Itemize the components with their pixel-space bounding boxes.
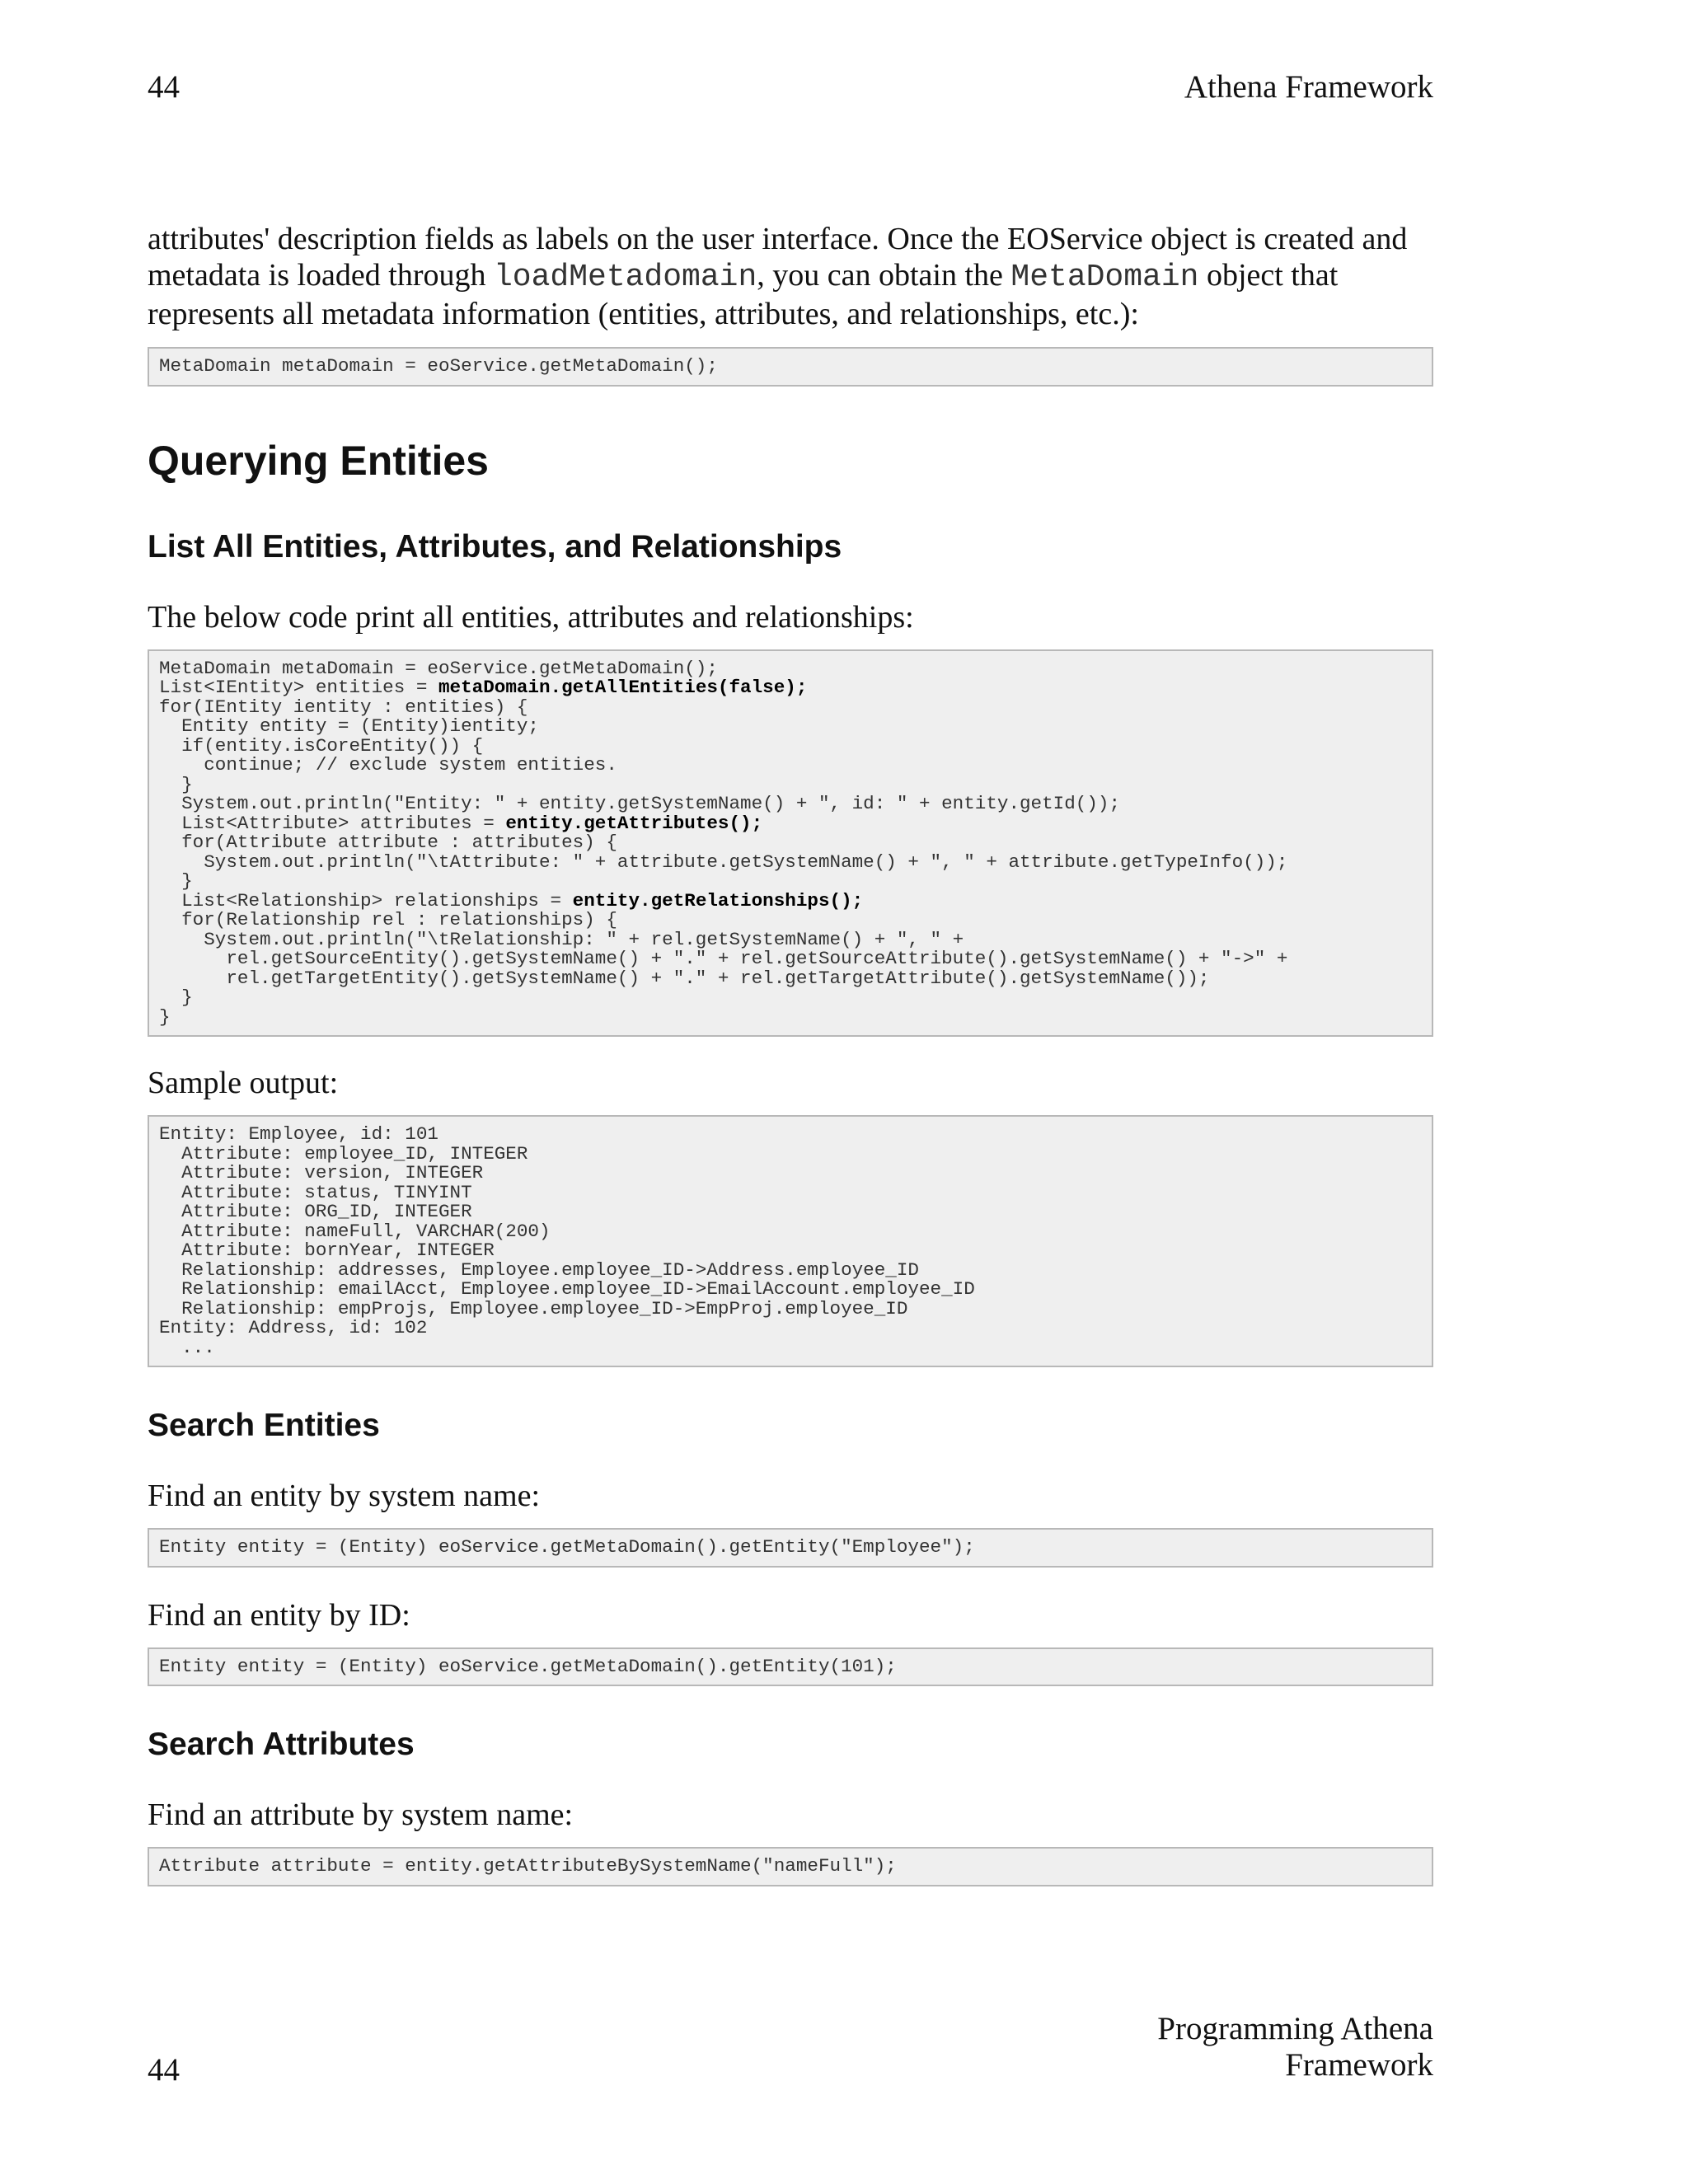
code-line: MetaDomain metaDomain = eoService.getMetaDomain();	[159, 355, 718, 377]
code-line	[159, 889, 1422, 912]
code-line	[159, 698, 1422, 718]
code-line	[159, 911, 1422, 930]
code-text: System.out.println("\tRelationship: " + rel.getSystemName() + ", " +	[159, 928, 964, 950]
search-entity-by-id-label: Find an entity by ID:	[148, 1597, 410, 1633]
code-text: List<Relationship> relationships =	[159, 889, 573, 912]
code-line: Relationship: addresses, Employee.employee_ID->Address.employee_ID	[159, 1258, 919, 1281]
code-block-entity-by-name	[148, 1528, 1433, 1568]
code-text: rel.getSourceEntity().getSystemName() + "." + rel.getSourceAttribute().getSystemName() + "->" +	[159, 948, 1288, 969]
code-line	[159, 988, 1422, 1008]
code-text: }	[159, 987, 193, 1008]
code-line: Attribute: status, TINYINT	[159, 1181, 472, 1203]
code-block-sample-output	[148, 1115, 1433, 1367]
code-line	[159, 794, 1422, 814]
code-line	[159, 717, 1422, 737]
search-entity-by-name-label: Find an entity by system name:	[148, 1479, 541, 1513]
code-line	[159, 678, 1422, 698]
code-text: continue; // exclude system entities.	[159, 754, 617, 776]
sample-output-label: Sample output:	[148, 1066, 339, 1100]
page-content	[148, 221, 1433, 1886]
code-line	[159, 833, 1422, 853]
code-text: for(Attribute attribute : attributes) {	[159, 832, 617, 853]
code-text-emphasis: entity.getRelationships();	[572, 889, 864, 912]
footer-page-number: 44	[148, 2052, 180, 2088]
section-title-querying-entities: Querying Entities	[148, 437, 489, 484]
code-line: Attribute: nameFull, VARCHAR(200)	[159, 1220, 551, 1242]
intro-text-1: attributes' description fields as labels on the user interface. Once the EOService object is created and metadata is loaded through	[148, 222, 1408, 293]
subsection-title-search-entities: Search Entities	[148, 1408, 380, 1443]
code-line: Attribute attribute = entity.getAttributeBySystemName("nameFull");	[159, 1855, 897, 1877]
code-text: System.out.println("Entity: " + entity.getSystemName() + ", id: " + entity.getId());	[159, 793, 1121, 814]
code-line: Entity entity = (Entity) eoService.getMetaDomain().getEntity(101);	[159, 1655, 897, 1677]
intro-code-metadomain: MetaDomain	[1010, 260, 1199, 295]
code-line: Entity: Address, id: 102	[159, 1317, 428, 1338]
code-text: Entity entity = (Entity)ientity;	[159, 715, 539, 737]
code-text: for(IEntity ientity : entities) {	[159, 696, 528, 718]
intro-paragraph	[148, 221, 1433, 332]
code-line	[159, 872, 1422, 892]
code-line	[159, 930, 1422, 950]
code-line	[159, 949, 1422, 969]
code-block-list-all	[148, 649, 1433, 1038]
code-line: Attribute: employee_ID, INTEGER	[159, 1142, 528, 1165]
code-text: List<Attribute> attributes =	[159, 812, 506, 834]
code-line: Attribute: ORG_ID, INTEGER	[159, 1201, 472, 1222]
footer-title-line-2: Framework	[1285, 2047, 1433, 2083]
footer-title	[1157, 2011, 1433, 2083]
code-line: Attribute: bornYear, INTEGER	[159, 1240, 495, 1261]
code-text-emphasis: entity.getAttributes();	[505, 812, 763, 834]
code-text: }	[159, 1005, 171, 1028]
code-line: ...	[159, 1336, 215, 1358]
code-line: Entity entity = (Entity) eoService.getMetaDomain().getEntity("Employee");	[159, 1536, 975, 1558]
list-all-description: The below code print all entities, attributes and relationships:	[148, 599, 914, 635]
intro-text-2: , you can obtain the	[757, 258, 1011, 293]
code-block-attribute-by-name	[148, 1847, 1433, 1886]
header-page-number: 44	[148, 69, 180, 105]
code-line	[159, 1005, 1422, 1028]
subsection-title-search-attributes: Search Attributes	[148, 1727, 415, 1762]
code-text: rel.getTargetEntity().getSystemName() + "." + rel.getTargetAttribute().getSystemName());	[159, 967, 1210, 989]
code-text: MetaDomain metaDomain = eoService.getMetaDomain();	[159, 657, 718, 679]
code-block-entity-by-id	[148, 1647, 1433, 1687]
header-title: Athena Framework	[1184, 69, 1433, 105]
footer-title-line-1: Programming Athena	[1157, 2011, 1433, 2046]
code-text: }	[159, 870, 193, 892]
intro-text-3: object that represents all metadata information (entities, attributes, and relationships, etc.):	[148, 258, 1339, 331]
code-text: for(Relationship rel : relationships) {	[159, 909, 617, 930]
code-text: System.out.println("\tAttribute: " + attribute.getSystemName() + ", " + attribute.getTypeInfo());	[159, 851, 1288, 873]
subsection-title-list-all: List All Entities, Attributes, and Relationships	[148, 528, 842, 565]
code-line	[159, 814, 1422, 834]
code-line: Entity: Employee, id: 101	[159, 1123, 438, 1145]
code-text: }	[159, 773, 193, 795]
code-text: List<IEntity> entities =	[159, 677, 438, 698]
code-line	[159, 969, 1422, 989]
code-line	[159, 659, 1422, 679]
code-line	[159, 756, 1422, 776]
code-line: Relationship: emailAcct, Employee.employee_ID->EmailAccount.employee_ID	[159, 1278, 975, 1300]
code-line	[159, 773, 1422, 795]
intro-code-load-metadomain: loadMetadomain	[494, 260, 757, 295]
code-text-emphasis: metaDomain.getAllEntities(false);	[438, 677, 808, 698]
search-attribute-by-name-label: Find an attribute by system name:	[148, 1797, 574, 1832]
code-text: if(entity.isCoreEntity()) {	[159, 734, 484, 757]
code-line: Attribute: version, INTEGER	[159, 1162, 484, 1183]
code-block-meta-domain	[148, 347, 1433, 387]
code-line	[159, 734, 1422, 757]
code-line	[159, 853, 1422, 873]
code-line: Relationship: empProjs, Employee.employee_ID->EmpProj.employee_ID	[159, 1297, 908, 1319]
